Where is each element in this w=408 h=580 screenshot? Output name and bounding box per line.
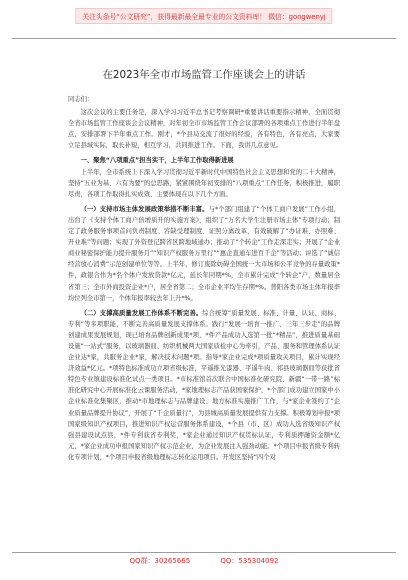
paragraph-lead: （二）支撑高质量发展工作体系不断完善。: [80, 309, 203, 317]
paragraph-text: 与*个部门组建了“个体工商户发展”工作小组，出台了《支持个体工商户倍增质升的实施方案》，组织了“万名大学生注册市场主体”专项行动；制定了政务服务事项首问负责制度、容缺受理制度、证照分离改革，有效破解了“办证难、办照难、开业难”等问题；实现了外资登记跨省区跨地域通办；推动了“个转企”工作走深走实；开展了“企业商业秘密保护能力提升服务月”“知识产权服务万里行”“惠企直通车进百千企”等活动；评选了“诚信经营放心消费”示范创建单位等等。上半年，修订废除妨碍全国统一大市场和公平竞争的存量政策*件，政银合作为*名个体户发放贷款*亿元，延长年同期*%，全市累计完成“个转企”户，数量居全省第三；全市外商投资企业*户，居全省第二；全市企业平均生存期*%。普阳各类市场主体年报率均位列全市第一，个体年报率较去年上升*%。: [68, 205, 340, 302]
document-body: [68, 94, 340, 463]
paragraph-lead: （一）支持市场主体发展政策举措不断丰富。: [80, 205, 209, 213]
qq-text: QQ：535304092: [220, 557, 279, 565]
qq-group-text: QQ群：30265665: [129, 557, 191, 565]
paragraph-text: 综合统筹“质量发展、标准、计量、认证、商标、专利”等多项职能，不断完善高质量发展支撑体系。践行“发展一培育一推广、三年三步走”的品牌创建成果发展规划，现已培育品牌创新成果*项，*件产品成功入选第一批“*精品”，推进质量基础设施“一站式”服务，以玻璃器皿、纺织机械两大国家质检中心为牵引，产品、服务和管理体系认证企业达*家，共服务企业*家，解决技术问题*项。指导*家企业完成*项质量攻关项目，累计实现经济效益*亿元。*项特色标准成功立项省级标准，平遥推光漆器、平遥牛肉、祁县玻璃器皿等获批省特色专业镇建设标准化试点一类项目。*市标准馆首次联合中国标准化研究院、新疆“一带一路”标准化研究中心开展标准化云课服务活动，*家地理标志产品获国家保护，*个部门成功建立国家中小企业标准化集聚区，推动*市地理标志与品牌建设、地方标准实施推广工作，与*家企业签约了“企业质量品牌提升协议”，开展了“千企质量行”，为县城高质量发展提供有力支撑。积极筹划申报*项国家级知识产权项目，推进知识产权运营服务体系建设，*个县（市、区）成功入选省级知识产权强县建设试点县，*件专利获省专利奖，*家企业通过知识产权贯标认证，专利质押融资金额*亿元，*家企业成功申报国家知识产权示范企业，为企业发展注入强劲动能。*个项目申报省级专利转化专项计划，*个项目申报省级地理标志转化运用项目。开发区坚持“四个对: [68, 309, 341, 461]
body-paragraph-2: [68, 308, 340, 463]
intro-paragraph: 这次会议的主要任务是，深入学习习近平总书记考察调研*重要讲话重要指示精神，全面贯彻全省市场监管工作座谈会会议精神，对年初全市市场监管工作会议部署的各项重点工作进行半年盘点，安排部署下半年重点工作。刚才，*个县局交流了很好的经验，各有特色，各有亮点，大家要立足县域实际，取长补短，相互学习，共同推进工作。下面，我讲几点意见。: [68, 109, 340, 150]
header-divider: [12, 38, 396, 39]
footer-divider: [12, 552, 396, 553]
document-title: 在2023年全市市场监管工作座谈会上的讲话: [102, 69, 306, 81]
salutation: 同志们：: [68, 96, 94, 103]
section-heading: 一、聚焦“八项重点”担当实干，上半年工作取得新进展: [80, 157, 234, 165]
promo-banner: 关注头条号“公文研究”，获得最新最全最专业的公文资料库！ 微信：gongwenyj: [75, 8, 332, 24]
body-paragraph-1: [68, 204, 340, 304]
contact-footer: [0, 556, 408, 566]
section-intro-paragraph: 上半年，全市系统上下深入学习贯彻习近平新时代中国特色社会主义思想和党的二十大精神，坚持“五业为基、六有为要”的总思路，紧紧围绕年初安排的“八项重点”工作任务，积极推进，履职尽责，各项工作取得扎实成效、主要体现在以下几个方面。: [68, 168, 340, 198]
